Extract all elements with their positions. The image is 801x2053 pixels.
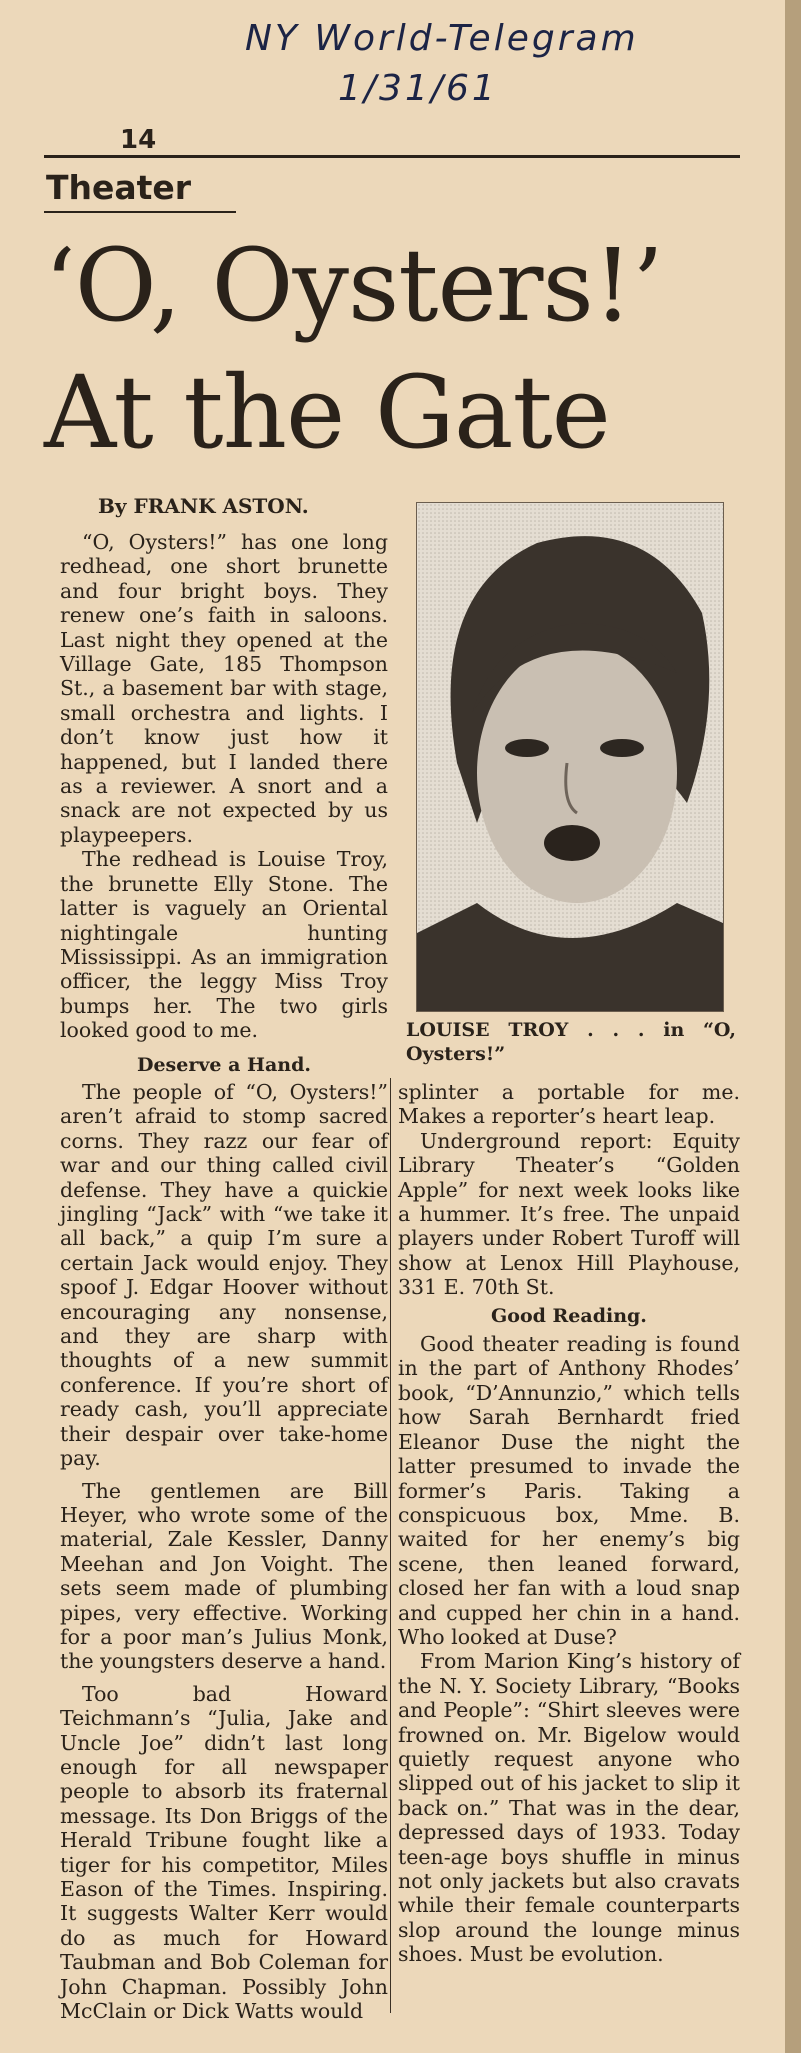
photo-caption: LOUISE TROY . . . in “O, Oysters!” <box>406 1019 736 1065</box>
portrait-photo <box>416 502 724 1012</box>
column-3 <box>398 1080 740 1967</box>
column-1 <box>60 530 388 1081</box>
column-2 <box>60 1080 388 2023</box>
subhead-good-reading: Good Reading. <box>491 1304 647 1327</box>
paragraph: Good theater reading is found in the part of Anthony Rhodes’ book, “D’Annunzio,” which tells how Sarah Bernhardt fried Eleanor Duse the night the latter presumed to invade the former’s Paris. Taking a conspicuous box, Mme. B. waited for her enemy’s big scene, then leaned forward, closed her fan with a loud snap and cupped her chin in a hand. Who looked at Duse? <box>398 1332 740 1649</box>
headline-line-2: At the Gate <box>44 354 610 471</box>
paragraph: From Marion King’s history of the N. Y. Society Library, “Books and People”: “Shirt sleeves were frowned on. Mr. Bigelow would quietly request anyone who slipped out of his jacket to slip it back on.” That was in the dear, depressed days of 1933. Today teen-age boys shuffle in minus not only jackets but also cravats while their female counterparts slop around the lounge minus shoes. Must be evolution. <box>398 1649 740 1967</box>
handwritten-source: NY World-Telegram <box>245 18 639 59</box>
paragraph: Too bad Howard Teichmann’s “Julia, Jake and Uncle Joe” didn’t last long enough for all newspaper people to absorb its fraternal message. Its Don Briggs of the Herald Tribune fought like a tiger for his competitor, Miles Eason of the Times. Inspiring. It suggests Walter Kerr would do as much for Howard Taubman and Bob Coleman for John Chapman. Possibly John McClain or Dick Watts would <box>60 1681 388 2024</box>
scrapbook-page-edge <box>785 0 801 2053</box>
section-underline <box>44 211 236 213</box>
paragraph: “O, Oysters!” has one long redhead, one short brunette and four bright boys. They renew one’s faith in saloons. Last night they opened at the Village Gate, 185 Thompson St., a basement bar with stage, small orchestra and lights. I don’t know just how it happened, but I landed there as a reviewer. A snort and a snack are not expected by us playpeepers. <box>60 530 388 847</box>
paragraph: The people of “O, Oysters!” aren’t afraid to stomp sacred corns. They razz our fear of war and our thing called civil defense. They have a quickie jingling “Jack” with “we take it all back,” a quip I’m sure a certain Jack would enjoy. They spoof J. Edgar Hoover without encouraging any nonsense, and they are sharp with thoughts of a new summit conference. If you’re short of ready cash, you’ll appreciate their despair over take-home pay. <box>60 1080 388 1471</box>
column-divider <box>390 1078 391 2013</box>
byline: By FRANK ASTON. <box>98 494 309 518</box>
paragraph: Underground report: Equity Library Theater’s “Golden Apple” for next week looks like a hummer. It’s free. The unpaid players under Robert Turoff will show at Lenox Hill Playhouse, 331 E. 70th St. <box>398 1128 740 1300</box>
handwritten-date: 1/31/61 <box>338 68 498 109</box>
subhead-deserve-a-hand: Deserve a Hand. <box>136 1053 311 1076</box>
headline-line-1: ‘O, Oysters!’ <box>44 227 663 344</box>
paragraph: The redhead is Louise Troy, the brunette Elly Stone. The latter is vaguely an Oriental nightingale hunting Mississippi. As an immigration officer, the leggy Miss Troy bumps her. The two girls looked good to me. <box>60 847 388 1043</box>
paragraph: splinter a portable for me. Makes a reporter’s heart leap. <box>398 1080 740 1129</box>
section-label: Theater <box>46 168 192 207</box>
paragraph: The gentlemen are Bill Heyer, who wrote some of the material, Zale Kessler, Danny Meehan and Jon Voight. The sets seem made of plumbing pipes, very effective. Working for a poor man’s Julius Monk, the youngsters deserve a hand. <box>60 1478 388 1674</box>
page-number: 14 <box>120 125 157 155</box>
portrait-illustration <box>417 503 723 1011</box>
top-rule <box>44 155 740 158</box>
